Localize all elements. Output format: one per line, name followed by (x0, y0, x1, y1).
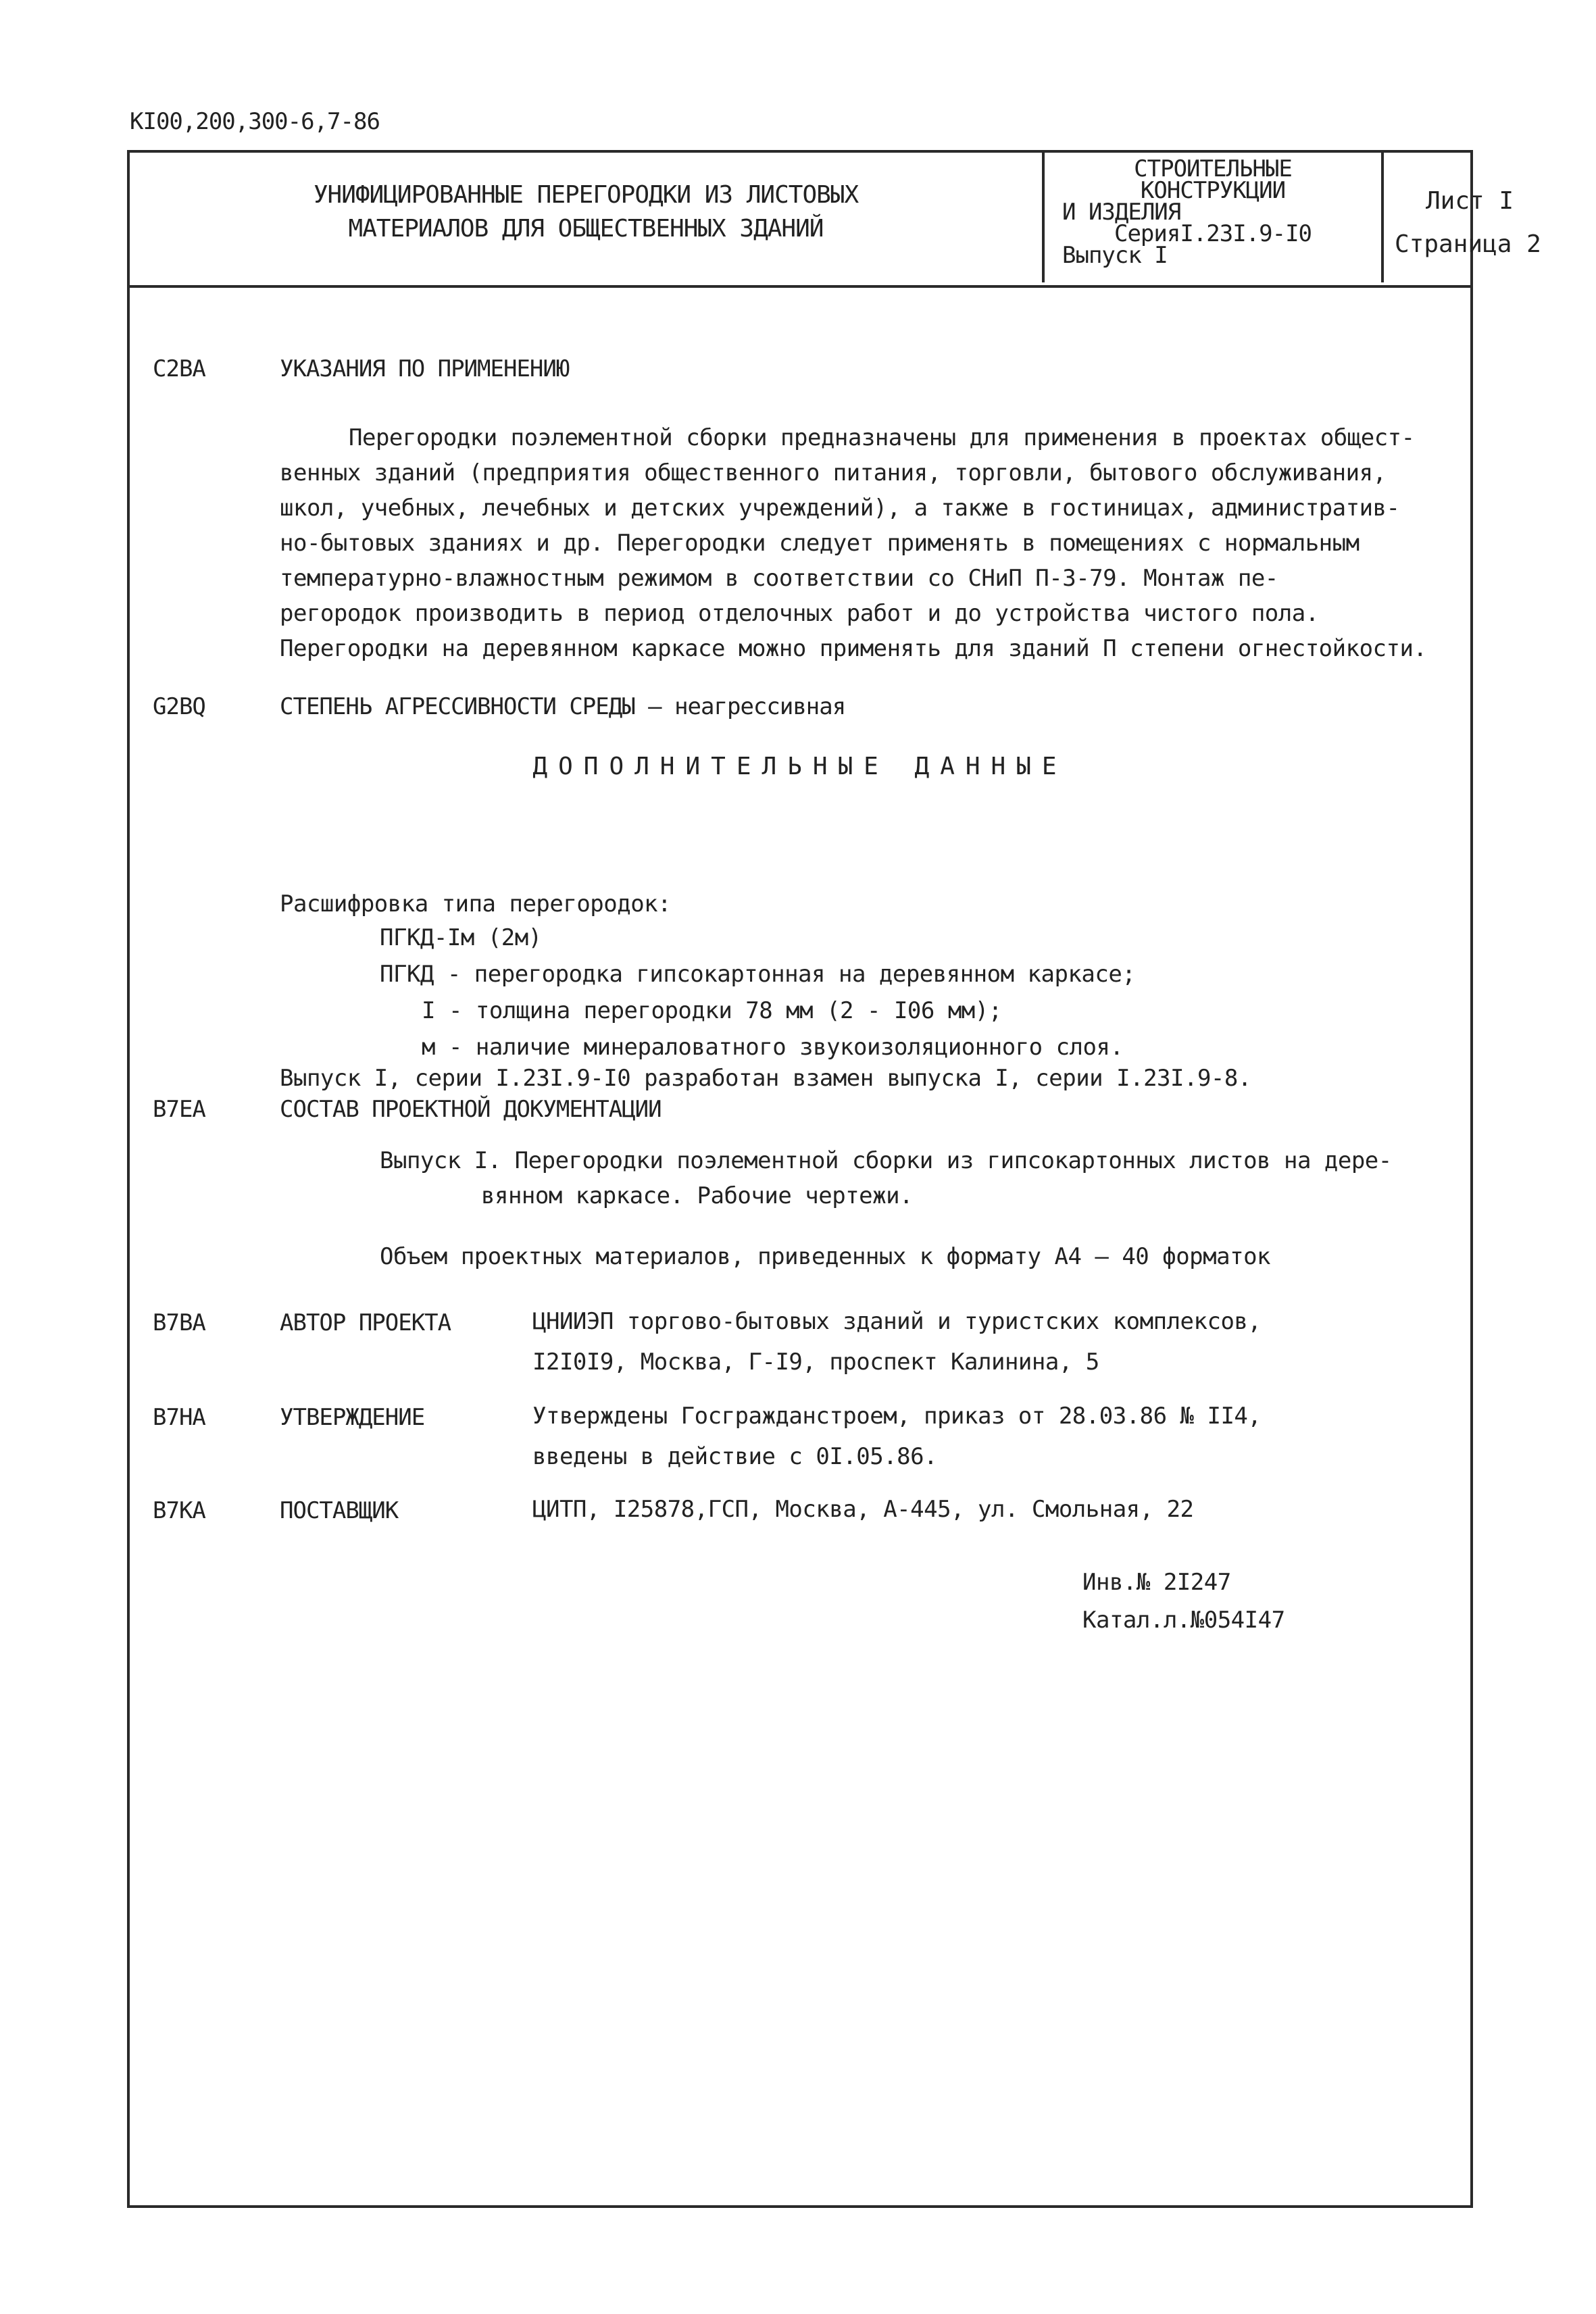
paragraph-line: ЦИТП, I25878,ГСП, Москва, А-445, ул. Смольная, 22 (532, 1496, 1194, 1523)
decode-line: I - толщина перегородки 78 мм (2 - I06 мм); (422, 997, 1002, 1024)
extra-data-title: ДОПОЛНИТЕЛЬНЫЕ ДАННЫЕ (532, 753, 1068, 780)
section-code: С2ВА (153, 355, 205, 382)
decode-line: ПГКД - перегородка гипсокартонная на деревянном каркасе; (380, 961, 1136, 988)
decode-line: Выпуск I, серии I.23I.9-I0 разработан взамен выпуска I, серии I.23I.9-8. (280, 1065, 1251, 1092)
document-code: КI00,200,300-6,7-86 (130, 108, 380, 135)
series-box: СТРОИТЕЛЬНЫЕ КОНСТРУКЦИИ И ИЗДЕЛИЯ СерияI.23I.9-I0 Выпуск I (1042, 153, 1384, 282)
inventory-number: Инв.№ 2I247 (1082, 1569, 1231, 1596)
document-frame (127, 150, 1541, 2208)
decode-line: м - наличие минераловатного звукоизоляционного слоя. (422, 1034, 1124, 1061)
section-code: В7ВА (153, 1309, 205, 1336)
section-heading: СТЕПЕНЬ АГРЕССИВНОСТИ СРЕДЫ – неагрессивная (280, 693, 846, 720)
section-code: В7НА (153, 1404, 205, 1431)
paragraph-line: Утверждены Госгражданстроем, приказ от 28.03.86 № II4, (532, 1403, 1262, 1430)
sheet-info (1384, 180, 1587, 266)
volume-line: Объем проектных материалов, приведенных к формату А4 – 40 форматок (380, 1243, 1271, 1270)
paragraph-line: регородок производить в период отделочных работ и до устройства чистого пола. (280, 600, 1319, 627)
paragraph-line: Перегородки на деревянном каркасе можно применять для зданий П степени огнестойкости. (280, 635, 1427, 662)
catalog-number: Катал.л.№054I47 (1082, 1607, 1285, 1634)
paragraph-line: температурно-влажностным режимом в соответствии со СНиП П-3-79. Монтаж пе- (280, 565, 1278, 592)
paragraph-line: вянном каркасе. Рабочие чертежи. (481, 1182, 914, 1209)
page-number: Страница 2 (1395, 230, 1541, 258)
section-heading: ПОСТАВЩИК (280, 1497, 399, 1524)
paragraph-line: Перегородки поэлементной сборки предназначены для применения в проектах общест- (349, 424, 1415, 451)
section-heading: УТВЕРЖДЕНИЕ (280, 1404, 425, 1431)
paragraph-line: введены в действие с 0I.05.86. (532, 1443, 938, 1470)
document-title: УНИФИЦИРОВАННЫЕ ПЕРЕГОРОДКИ ИЗ ЛИСТОВЫХ МАТЕРИАЛОВ ДЛЯ ОБЩЕСТВЕННЫХ ЗДАНИЙ (313, 181, 859, 243)
section-heading: СОСТАВ ПРОЕКТНОЙ ДОКУМЕНТАЦИИ (280, 1096, 662, 1123)
section-code: В7ЕА (153, 1096, 205, 1123)
paragraph-line: венных зданий (предприятия общественного питания, торговли, бытового обслуживания, (280, 459, 1387, 486)
paragraph-line: ЦНИИЭП торгово-бытовых зданий и туристских комплексов, (532, 1308, 1262, 1335)
paragraph-line: но-бытовых зданиях и др. Перегородки следует применять в помещениях с нормальным (280, 530, 1360, 557)
title-block (130, 153, 1541, 288)
paragraph-line: I2I0I9, Москва, Г-I9, проспект Калинина, 5 (532, 1349, 1099, 1376)
paragraph-line: школ, учебных, лечебных и детских учреждений), а также в гостиницах, административ- (280, 495, 1400, 522)
section-heading: УКАЗАНИЯ ПО ПРИМЕНЕНИЮ (280, 355, 570, 382)
decode-line: Расшифровка типа перегородок: (280, 890, 672, 917)
section-code: G2BQ (153, 693, 205, 720)
section-code: В7КА (153, 1497, 205, 1524)
sheet-number: Лист I (1426, 187, 1514, 215)
decode-line: ПГКД-Iм (2м) (380, 924, 542, 951)
section-heading: АВТОР ПРОЕКТА (280, 1309, 451, 1336)
paragraph-line: Выпуск I. Перегородки поэлементной сборки из гипсокартонных листов на дере- (380, 1147, 1392, 1174)
